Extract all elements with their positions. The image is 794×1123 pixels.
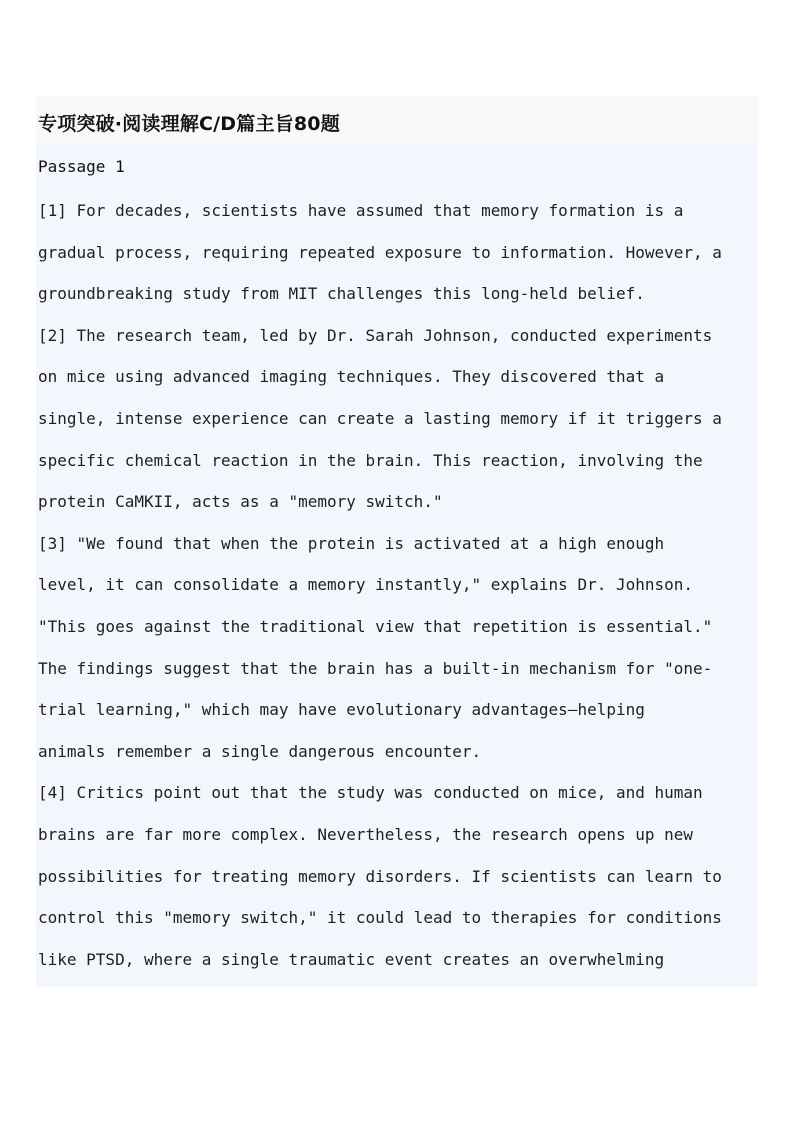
text-line: [1] For decades, scientists have assumed that memory formation is a [38, 201, 684, 220]
text-line: like PTSD, where a single traumatic event creates an overwhelming [38, 949, 665, 969]
paragraph-2 [38, 315, 758, 523]
paragraph-4 [38, 772, 758, 980]
text-line: [2] The research team, led by Dr. Sarah Johnson, conducted experiments [38, 325, 713, 345]
title-band [36, 96, 758, 144]
text-line: specific chemical reaction in the brain. This reaction, involving the [38, 450, 703, 470]
text-line: [4] Critics point out that the study was conducted on mice, and human [38, 783, 703, 803]
text-line: level, it can consolidate a memory instantly," explains Dr. Johnson. [38, 575, 694, 595]
text-line: possibilities for treating memory disorders. If scientists can learn to [38, 866, 722, 886]
paragraph-1 [38, 190, 758, 315]
paragraph-3 [38, 523, 758, 773]
passage-heading: Passage 1 [38, 157, 125, 176]
text-line: on mice using advanced imaging techniques. They discovered that a [38, 367, 665, 387]
text-line: brains are far more complex. Nevertheless, the research opens up new [38, 824, 694, 844]
passage-body [36, 144, 758, 987]
document-title: 专项突破·阅读理解C/D篇主旨80题 [38, 113, 340, 135]
text-line: control this "memory switch," it could lead to therapies for conditions [38, 908, 722, 928]
text-line: trial learning," which may have evolutionary advantages—helping [38, 700, 645, 720]
text-line: protein CaMKII, acts as a "memory switch." [38, 492, 443, 512]
text-line: The findings suggest that the brain has a built-in mechanism for "one- [38, 658, 713, 678]
text-line: animals remember a single dangerous encounter. [38, 741, 482, 761]
text-line: groundbreaking study from MIT challenges this long-held belief. [38, 284, 645, 304]
document-page [36, 96, 758, 987]
text-line: single, intense experience can create a lasting memory if it triggers a [38, 408, 722, 428]
text-line: [3] "We found that when the protein is activated at a high enough [38, 533, 665, 553]
text-line: gradual process, requiring repeated exposure to information. However, a [38, 242, 722, 262]
text-line: "This goes against the traditional view that repetition is essential." [38, 616, 713, 636]
